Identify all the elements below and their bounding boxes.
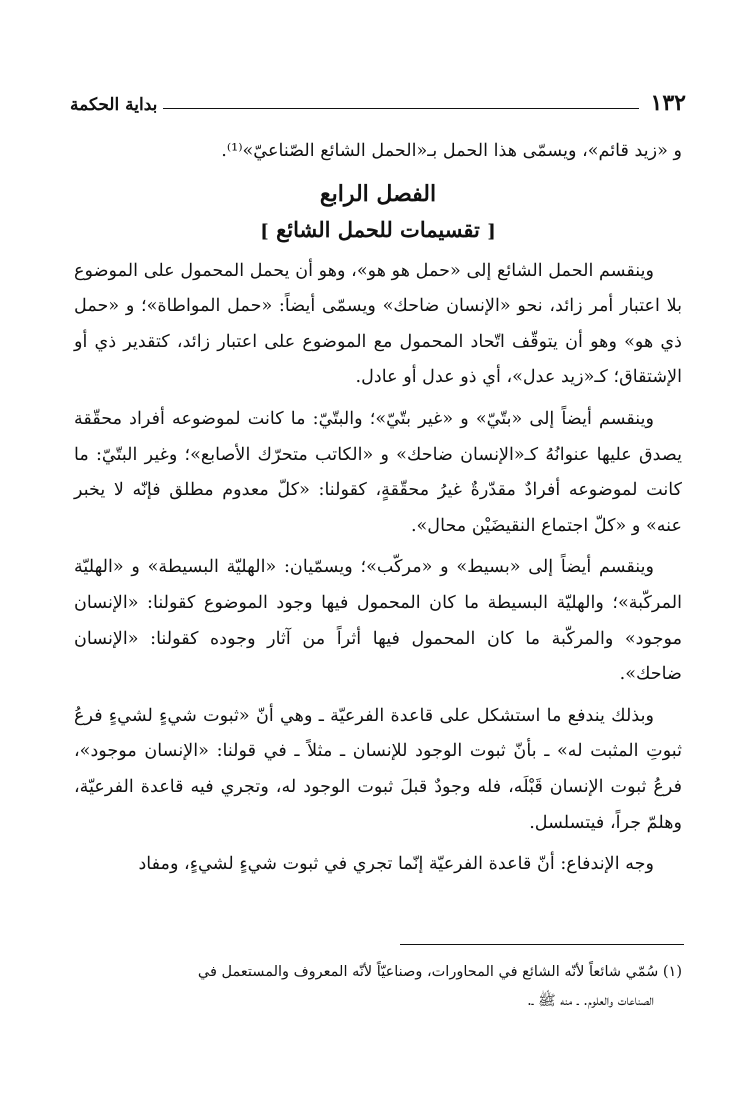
paragraph-indifa: وجه الإندفاع: أنّ قاعدة الفرعيّة إنّما تجري في ثبوت شيءٍ لشيءٍ، ومفاد (138, 854, 654, 875)
section-bracket-close: ] (260, 220, 269, 242)
section-bracket-open: [ (487, 220, 496, 242)
footnote-1-line-2: الصناعات والعلوم. ـ منه ﷺ ـ. (527, 993, 654, 1009)
running-header (70, 84, 686, 114)
section-heading-text: تقسيمات للحمل الشائع (276, 216, 480, 242)
header-rule (163, 108, 638, 109)
section-heading (74, 212, 682, 250)
page-number: ١٣٢ (650, 90, 686, 116)
footnote-1-line-1: (١) سُمّي شائعاً لأنّه الشائع في المحاورات، وصناعيّاً لأنّه المعروف والمستعمل في (197, 964, 682, 980)
opening-line: و «زيد قائم»، ويسمّى هذا الحمل بـ«الحمل الشائع الصّناعيّ»⁽¹⁾. (221, 141, 682, 161)
running-title: بداية الحكمة (70, 95, 158, 115)
footnote-separator (400, 944, 684, 945)
paragraph-batti: وينقسم أيضاً إلى «بتّيّ» و «غير بتّيّ»؛ والبتّيّ: ما كانت لموضوعه أفراد محقّقة يصدق عليها عنوانُهُ كـ«الإنسان ضاحك» و «الكاتب متحرّك الأصابع»؛ وغير البتّيّ: ما كانت لموضوعه أفرادٌ مقدّرةٌ غيرُ محقّقةٍ، كقولنا: «كلّ معدوم مطلق فإنّه لا يخبر عنه» و «كلّ اجتماع النقيضَيْن محال». (74, 408, 682, 536)
paragraph-basit-murakkab: وينقسم أيضاً إلى «بسيط» و «مركّب»؛ ويسمّيان: «الهليّة البسيطة» و «الهليّة المركّبة»؛ والهليّة البسيطة ما كان المحمول فيها وجود الموضوع كقولنا: «الإنسان موجود» والمركّبة ما كان المحمول فيها أثراً من آثار وجوده كقولنا: «الإنسان ضاحك». (74, 557, 682, 685)
chapter-heading: الفصل الرابع (319, 180, 437, 207)
footnotes (74, 958, 682, 1016)
main-text (74, 134, 682, 883)
paragraph-haml-huwa-huwa: وينقسم الحمل الشائع إلى «حمل هو هو»، وهو أن يحمل المحمول على الموضوع بلا اعتبار أمر زائد، نحو «الإنسان ضاحك» ويسمّى أيضاً: «حمل المواطاة»؛ و «حمل ذي هو» وهو أن يتوقّف اتّحاد المحمول مع الموضوع على اعتبار زائد، كتقدير ذي أو الإشتقاق؛ كـ«زيد عدل»، أي ذو عدل أو عادل. (74, 260, 682, 388)
paragraph-far-iyya: وبذلك يندفع ما استشكل على قاعدة الفرعيّة ـ وهي أنّ «ثبوت شيءٍ لشيءٍ فرعُ ثبوتِ المثبت له» ـ بأنّ ثبوت الوجود للإنسان ـ مثلاً ـ في قولنا: «الإنسان موجود»، فرعُ ثبوت الإنسان قَبْلَه، فله وجودٌ قبلَ ثبوت الوجود له، وتجري فيه قاعدة الفرعيّة، وهلمّ جراً، فيتسلسل. (74, 705, 682, 833)
